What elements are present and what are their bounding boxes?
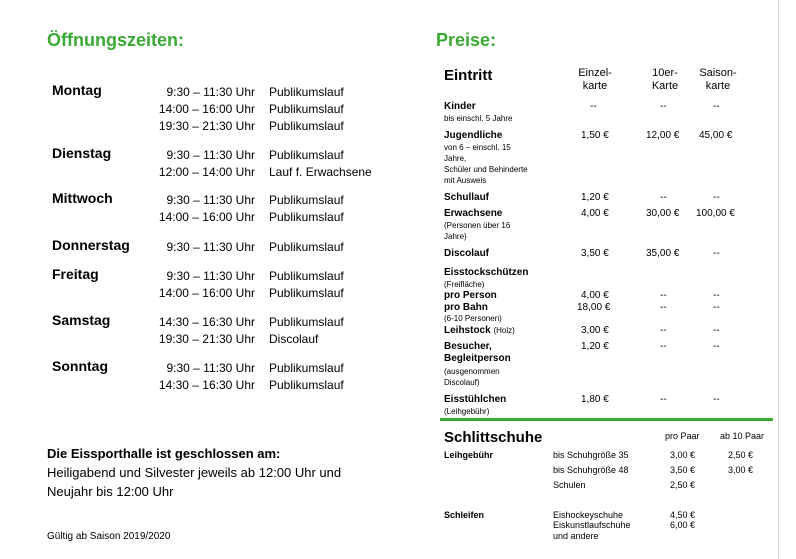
row-jugend-sub3: Schüler und Behinderte: [444, 165, 528, 174]
skate-row-label: bis Schuhgröße 48: [553, 465, 629, 475]
row-eisstock-leihstock-v2: --: [660, 325, 667, 336]
row-jugend-label: Jugendliche: [444, 130, 503, 141]
skate-row-price-ten: 3,00 €: [728, 465, 754, 475]
day-name: Montag: [52, 82, 102, 98]
closed-line-2: Neujahr bis 12:00 Uhr: [47, 484, 174, 499]
col-header-season: [690, 67, 746, 93]
row-besucher-label1: Besucher,: [444, 341, 492, 352]
skate-row-price-pair: 3,50 €: [670, 465, 696, 475]
col-header-single-l2: karte: [582, 80, 608, 92]
row-erwachsene-sub2: Jahre): [444, 232, 467, 241]
skate-row-price-pair: 3,00 €: [670, 450, 696, 460]
row-besucher-sub2: Discolauf): [444, 378, 480, 387]
sharpening-item-1: Eishockeyschuhe: [553, 510, 624, 520]
row-eisstock-leihstock-label: [444, 325, 515, 336]
closed-title: Die Eissporthalle ist geschlossen am:: [47, 446, 281, 461]
time-slot: 19:30 – 21:30 Uhr: [158, 332, 255, 346]
row-disco-v1: 3,50 €: [581, 248, 609, 259]
skates-col-ten: ab 10 Paar: [720, 431, 765, 441]
row-erwachsene-label: Erwachsene: [444, 208, 503, 219]
row-eisstock-leihstock-sub: (Holz): [493, 326, 515, 335]
time-slot: 9:30 – 11:30 Uhr: [166, 193, 255, 207]
day-name: Mittwoch: [52, 190, 113, 206]
row-jugend-v2: 12,00 €: [646, 130, 680, 141]
session-type: Publikumslauf: [269, 286, 344, 300]
row-eisstock-person-v3: --: [713, 290, 720, 301]
row-kinder-sub: bis einschl. 5 Jahre: [444, 114, 513, 123]
row-schullauf-v3: --: [713, 192, 720, 203]
right-border-line: [778, 0, 779, 559]
row-jugend-v3: 45,00 €: [699, 130, 733, 141]
row-jugend-v1: 1,50 €: [581, 130, 609, 141]
row-stuehlchen-v3: --: [713, 394, 720, 405]
row-besucher-v2: --: [660, 341, 667, 352]
row-eisstock-bahn-v3: --: [713, 302, 720, 313]
row-besucher-v3: --: [713, 341, 720, 352]
row-kinder-v1: --: [590, 101, 597, 112]
day-name: Samstag: [52, 312, 111, 328]
col-header-season-l2: karte: [705, 80, 731, 92]
col-header-season-l1: Saison-: [699, 67, 737, 79]
day-name: Sonntag: [52, 358, 108, 374]
row-schullauf-label: Schullauf: [444, 192, 490, 203]
session-type: Publikumslauf: [269, 315, 344, 329]
row-erwachsene-v2: 30,00 €: [646, 208, 680, 219]
row-disco-v2: 35,00 €: [646, 248, 680, 259]
sharpening-price-2: 6,00 €: [670, 520, 696, 530]
row-kinder-v2: --: [660, 101, 667, 112]
row-eisstock-leihstock-v3: --: [713, 325, 720, 336]
row-besucher-label2: Begleitperson: [444, 353, 511, 364]
row-stuehlchen-v2: --: [660, 394, 667, 405]
time-slot: 19:30 – 21:30 Uhr: [158, 119, 255, 133]
session-type: Publikumslauf: [269, 269, 344, 283]
time-slot: 14:30 – 16:30 Uhr: [158, 315, 255, 329]
opening-hours-heading: Öffnungszeiten:: [47, 30, 184, 50]
time-slot: 9:30 – 11:30 Uhr: [166, 85, 255, 99]
row-besucher-v1: 1,20 €: [581, 341, 609, 352]
row-eisstock-bahn-v1: 18,00 €: [577, 302, 611, 313]
session-type: Publikumslauf: [269, 85, 344, 99]
session-type: Publikumslauf: [269, 378, 344, 392]
row-schullauf-v1: 1,20 €: [581, 192, 609, 203]
day-name: Donnerstag: [52, 237, 130, 253]
skate-row-label: Schulen: [553, 480, 586, 490]
row-jugend-sub2: Jahre,: [444, 154, 467, 163]
sharpening-item-3: und andere: [553, 531, 599, 541]
time-slot: 14:00 – 16:00 Uhr: [158, 102, 255, 116]
row-eisstock-bahn-label: pro Bahn: [444, 302, 488, 313]
entry-title: Eintritt: [444, 67, 493, 84]
time-slot: 14:00 – 16:00 Uhr: [158, 210, 255, 224]
skate-row-price-pair: 2,50 €: [670, 480, 696, 490]
skate-row-price-ten: 2,50 €: [728, 450, 754, 460]
row-eisstock-person-v1: 4,00 €: [581, 290, 609, 301]
time-slot: 12:00 – 14:00 Uhr: [158, 165, 255, 179]
section-divider: [440, 418, 773, 421]
row-eisstock-person-v2: --: [660, 290, 667, 301]
time-slot: 9:30 – 11:30 Uhr: [166, 361, 255, 375]
skates-rental-label: Leihgebühr: [444, 450, 493, 460]
col-header-single: [567, 67, 623, 93]
sharpening-item-2: Eiskunstlaufschuhe: [553, 520, 631, 530]
time-slot: 9:30 – 11:30 Uhr: [166, 148, 255, 162]
session-type: Lauf f. Erwachsene: [269, 165, 372, 179]
session-type: Publikumslauf: [269, 361, 344, 375]
row-eisstock-leihstock-text: Leihstock: [444, 325, 491, 336]
col-header-single-l1: Einzel-: [578, 67, 612, 79]
day-name: Freitag: [52, 266, 99, 282]
row-eisstock-sub: (Freifläche): [444, 280, 485, 289]
row-erwachsene-v1: 4,00 €: [581, 208, 609, 219]
row-schullauf-v2: --: [660, 192, 667, 203]
session-type: Publikumslauf: [269, 193, 344, 207]
session-type: Publikumslauf: [269, 119, 344, 133]
validity-note: Gültig ab Saison 2019/2020: [47, 531, 171, 542]
day-name: Dienstag: [52, 145, 112, 161]
row-eisstock-leihstock-v1: 3,00 €: [581, 325, 609, 336]
col-header-ten: [637, 67, 693, 93]
row-eisstock-bahn-sub: (6-10 Personen): [444, 314, 502, 323]
session-type: Discolauf: [269, 332, 319, 346]
row-stuehlchen-sub: (Leihgebühr): [444, 407, 490, 416]
skates-title: Schlittschuhe: [444, 429, 543, 446]
sharpening-price-1: 4,50 €: [670, 510, 696, 520]
row-disco-label: Discolauf: [444, 248, 490, 259]
row-stuehlchen-label: Eisstühlchen: [444, 394, 507, 405]
skate-row-label: bis Schuhgröße 35: [553, 450, 629, 460]
row-eisstock-bahn-v2: --: [660, 302, 667, 313]
skates-col-pair: pro Paar: [665, 431, 700, 441]
row-stuehlchen-v1: 1,80 €: [581, 394, 609, 405]
row-besucher-sub1: (ausgenommen: [444, 367, 500, 376]
row-jugend-sub1: von 6 – einschl. 15: [444, 143, 511, 152]
time-slot: 14:00 – 16:00 Uhr: [158, 286, 255, 300]
time-slot: 9:30 – 11:30 Uhr: [166, 269, 255, 283]
closed-line-1: Heiligabend und Silvester jeweils ab 12:00 Uhr und: [47, 465, 342, 480]
row-erwachsene-sub1: (Personen über 16: [444, 221, 511, 230]
prices-heading: Preise:: [436, 30, 497, 50]
time-slot: 14:30 – 16:30 Uhr: [158, 378, 255, 392]
row-eisstock-person-label: pro Person: [444, 290, 497, 301]
sharpening-label: Schleifen: [444, 510, 485, 520]
row-kinder-label: Kinder: [444, 101, 476, 112]
row-disco-v3: --: [713, 248, 720, 259]
row-kinder-v3: --: [713, 101, 720, 112]
col-header-ten-l2: Karte: [651, 80, 679, 92]
row-jugend-sub4: mit Ausweis: [444, 176, 487, 185]
session-type: Publikumslauf: [269, 102, 344, 116]
time-slot: 9:30 – 11:30 Uhr: [166, 240, 255, 254]
session-type: Publikumslauf: [269, 148, 344, 162]
session-type: Publikumslauf: [269, 240, 344, 254]
row-erwachsene-v3: 100,00 €: [696, 208, 735, 219]
session-type: Publikumslauf: [269, 210, 344, 224]
col-header-ten-l1: 10er-: [652, 67, 678, 79]
row-eisstock-label: Eisstockschützen: [444, 267, 529, 278]
